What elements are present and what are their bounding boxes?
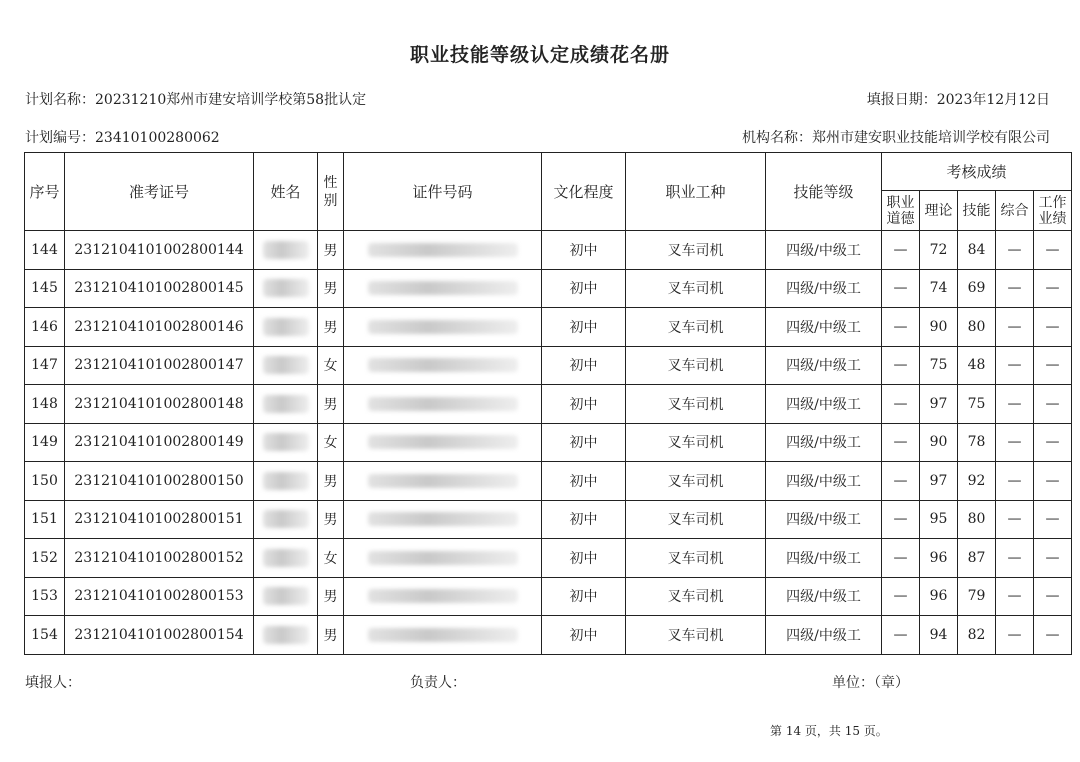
cell-occupation: 叉车司机 xyxy=(626,423,766,462)
redacted-id-number xyxy=(368,512,518,526)
header-id-no: 证件号码 xyxy=(344,153,542,231)
table-row xyxy=(25,385,1072,424)
cell-education: 初中 xyxy=(542,231,626,270)
cell-exam-no: 2312104101002800152 xyxy=(65,539,254,578)
table-row xyxy=(25,346,1072,385)
cell-gender: 女 xyxy=(318,346,344,385)
cell-skill-level: 四级/中级工 xyxy=(766,346,882,385)
cell-performance: — xyxy=(1034,500,1072,539)
table-row xyxy=(25,500,1072,539)
cell-skill-level: 四级/中级工 xyxy=(766,269,882,308)
cell-exam-no: 2312104101002800151 xyxy=(65,500,254,539)
redacted-name xyxy=(263,626,309,644)
header-performance: 工作业绩 xyxy=(1034,191,1072,231)
cell-gender: 男 xyxy=(318,269,344,308)
cell-ethics: — xyxy=(882,385,920,424)
cell-performance: — xyxy=(1034,462,1072,501)
cell-skill: 80 xyxy=(958,500,996,539)
cell-name xyxy=(254,269,318,308)
cell-education: 初中 xyxy=(542,423,626,462)
cell-skill-level: 四级/中级工 xyxy=(766,577,882,616)
cell-education: 初中 xyxy=(542,385,626,424)
table-row xyxy=(25,616,1072,655)
cell-education: 初中 xyxy=(542,346,626,385)
document-title: 职业技能等级认定成绩花名册 xyxy=(409,44,670,66)
redacted-name xyxy=(263,510,309,528)
redacted-id-number xyxy=(368,243,518,257)
cell-gender: 男 xyxy=(318,500,344,539)
cell-skill: 84 xyxy=(958,231,996,270)
header-overall: 综合 xyxy=(996,191,1034,231)
cell-skill-level: 四级/中级工 xyxy=(766,385,882,424)
cell-seq: 147 xyxy=(25,346,65,385)
cell-exam-no: 2312104101002800144 xyxy=(65,231,254,270)
cell-seq: 150 xyxy=(25,462,65,501)
cell-id-no xyxy=(344,539,542,578)
cell-id-no xyxy=(344,577,542,616)
cell-overall: — xyxy=(996,577,1034,616)
cell-name xyxy=(254,539,318,578)
cell-performance: — xyxy=(1034,231,1072,270)
cell-ethics: — xyxy=(882,231,920,270)
table-row xyxy=(25,462,1072,501)
cell-gender: 男 xyxy=(318,462,344,501)
cell-id-no xyxy=(344,423,542,462)
header-skill: 技能 xyxy=(958,191,996,231)
cell-performance: — xyxy=(1034,385,1072,424)
cell-education: 初中 xyxy=(542,462,626,501)
plan-number: 计划编号：23410100280062 xyxy=(25,130,220,146)
cell-education: 初中 xyxy=(542,308,626,347)
cell-name xyxy=(254,616,318,655)
cell-overall: — xyxy=(996,231,1034,270)
redacted-name xyxy=(263,279,309,297)
cell-occupation: 叉车司机 xyxy=(626,539,766,578)
redacted-name xyxy=(263,433,309,451)
cell-exam-no: 2312104101002800146 xyxy=(65,308,254,347)
cell-name xyxy=(254,423,318,462)
redacted-name xyxy=(263,587,309,605)
cell-exam-no: 2312104101002800149 xyxy=(65,423,254,462)
cell-occupation: 叉车司机 xyxy=(626,308,766,347)
cell-skill: 69 xyxy=(958,269,996,308)
cell-skill-level: 四级/中级工 xyxy=(766,423,882,462)
redacted-name xyxy=(263,241,309,259)
cell-ethics: — xyxy=(882,462,920,501)
cell-overall: — xyxy=(996,346,1034,385)
cell-exam-no: 2312104101002800153 xyxy=(65,577,254,616)
cell-performance: — xyxy=(1034,423,1072,462)
cell-occupation: 叉车司机 xyxy=(626,346,766,385)
cell-id-no xyxy=(344,231,542,270)
cell-theory: 97 xyxy=(920,462,958,501)
cell-gender: 男 xyxy=(318,577,344,616)
header-scores-group: 考核成绩 xyxy=(882,153,1072,191)
header-occupation: 职业工种 xyxy=(626,153,766,231)
redacted-id-number xyxy=(368,589,518,603)
page-indicator: 第 14 页，共 15 页。 xyxy=(770,724,888,738)
cell-name xyxy=(254,385,318,424)
plan-name: 计划名称：20231210郑州市建安培训学校第58批认定 xyxy=(25,92,367,108)
header-education: 文化程度 xyxy=(542,153,626,231)
cell-id-no xyxy=(344,500,542,539)
cell-occupation: 叉车司机 xyxy=(626,462,766,501)
footer-unit: 单位：（章） xyxy=(832,675,909,691)
header-name: 姓名 xyxy=(254,153,318,231)
score-table xyxy=(24,152,1072,655)
cell-id-no xyxy=(344,462,542,501)
cell-overall: — xyxy=(996,539,1034,578)
cell-theory: 75 xyxy=(920,346,958,385)
cell-performance: — xyxy=(1034,346,1072,385)
cell-name xyxy=(254,500,318,539)
header-ethics: 职业道德 xyxy=(882,191,920,231)
header-theory: 理论 xyxy=(920,191,958,231)
cell-overall: — xyxy=(996,385,1034,424)
redacted-id-number xyxy=(368,551,518,565)
table-row xyxy=(25,577,1072,616)
cell-name xyxy=(254,346,318,385)
cell-seq: 152 xyxy=(25,539,65,578)
header-skill-level: 技能等级 xyxy=(766,153,882,231)
footer-responsible: 负责人： xyxy=(410,675,466,691)
redacted-name xyxy=(263,395,309,413)
table-row xyxy=(25,231,1072,270)
cell-ethics: — xyxy=(882,346,920,385)
cell-skill-level: 四级/中级工 xyxy=(766,462,882,501)
redacted-id-number xyxy=(368,397,518,411)
cell-gender: 女 xyxy=(318,539,344,578)
cell-gender: 男 xyxy=(318,308,344,347)
cell-skill-level: 四级/中级工 xyxy=(766,539,882,578)
cell-theory: 94 xyxy=(920,616,958,655)
cell-performance: — xyxy=(1034,269,1072,308)
table-row xyxy=(25,539,1072,578)
cell-seq: 144 xyxy=(25,231,65,270)
cell-gender: 女 xyxy=(318,423,344,462)
cell-theory: 74 xyxy=(920,269,958,308)
cell-overall: — xyxy=(996,423,1034,462)
cell-id-no xyxy=(344,385,542,424)
cell-performance: — xyxy=(1034,577,1072,616)
cell-skill: 78 xyxy=(958,423,996,462)
cell-gender: 男 xyxy=(318,616,344,655)
cell-occupation: 叉车司机 xyxy=(626,269,766,308)
header-gender: 性别 xyxy=(318,153,344,231)
cell-performance: — xyxy=(1034,616,1072,655)
cell-occupation: 叉车司机 xyxy=(626,577,766,616)
cell-theory: 96 xyxy=(920,539,958,578)
redacted-name xyxy=(263,472,309,490)
cell-seq: 145 xyxy=(25,269,65,308)
redacted-name xyxy=(263,318,309,336)
cell-id-no xyxy=(344,269,542,308)
cell-skill: 87 xyxy=(958,539,996,578)
redacted-id-number xyxy=(368,628,518,642)
redacted-id-number xyxy=(368,320,518,334)
cell-skill: 82 xyxy=(958,616,996,655)
cell-ethics: — xyxy=(882,616,920,655)
cell-skill: 75 xyxy=(958,385,996,424)
cell-id-no xyxy=(344,346,542,385)
cell-ethics: — xyxy=(882,539,920,578)
cell-overall: — xyxy=(996,269,1034,308)
cell-name xyxy=(254,231,318,270)
cell-occupation: 叉车司机 xyxy=(626,231,766,270)
cell-skill: 79 xyxy=(958,577,996,616)
cell-name xyxy=(254,577,318,616)
cell-education: 初中 xyxy=(542,577,626,616)
cell-theory: 72 xyxy=(920,231,958,270)
cell-ethics: — xyxy=(882,269,920,308)
cell-performance: — xyxy=(1034,308,1072,347)
cell-ethics: — xyxy=(882,423,920,462)
cell-skill: 92 xyxy=(958,462,996,501)
cell-education: 初中 xyxy=(542,500,626,539)
cell-id-no xyxy=(344,308,542,347)
cell-exam-no: 2312104101002800150 xyxy=(65,462,254,501)
fill-date: 填报日期：2023年12月12日 xyxy=(866,92,1050,108)
cell-seq: 151 xyxy=(25,500,65,539)
cell-overall: — xyxy=(996,462,1034,501)
cell-theory: 90 xyxy=(920,308,958,347)
cell-skill: 80 xyxy=(958,308,996,347)
cell-skill: 48 xyxy=(958,346,996,385)
header-exam-no: 准考证号 xyxy=(65,153,254,231)
table-row xyxy=(25,269,1072,308)
redacted-id-number xyxy=(368,435,518,449)
cell-ethics: — xyxy=(882,577,920,616)
cell-seq: 153 xyxy=(25,577,65,616)
cell-theory: 97 xyxy=(920,385,958,424)
cell-performance: — xyxy=(1034,539,1072,578)
cell-seq: 148 xyxy=(25,385,65,424)
cell-gender: 男 xyxy=(318,385,344,424)
cell-seq: 146 xyxy=(25,308,65,347)
cell-occupation: 叉车司机 xyxy=(626,500,766,539)
cell-education: 初中 xyxy=(542,616,626,655)
cell-exam-no: 2312104101002800148 xyxy=(65,385,254,424)
table-row xyxy=(25,308,1072,347)
redacted-name xyxy=(263,356,309,374)
cell-skill-level: 四级/中级工 xyxy=(766,308,882,347)
redacted-id-number xyxy=(368,358,518,372)
cell-exam-no: 2312104101002800147 xyxy=(65,346,254,385)
redacted-id-number xyxy=(368,281,518,295)
cell-education: 初中 xyxy=(542,539,626,578)
cell-overall: — xyxy=(996,616,1034,655)
cell-id-no xyxy=(344,616,542,655)
cell-theory: 90 xyxy=(920,423,958,462)
cell-skill-level: 四级/中级工 xyxy=(766,500,882,539)
cell-ethics: — xyxy=(882,500,920,539)
redacted-name xyxy=(263,549,309,567)
cell-occupation: 叉车司机 xyxy=(626,616,766,655)
cell-ethics: — xyxy=(882,308,920,347)
cell-skill-level: 四级/中级工 xyxy=(766,616,882,655)
cell-overall: — xyxy=(996,500,1034,539)
redacted-id-number xyxy=(368,474,518,488)
cell-theory: 96 xyxy=(920,577,958,616)
cell-theory: 95 xyxy=(920,500,958,539)
cell-overall: — xyxy=(996,308,1034,347)
header-seq: 序号 xyxy=(25,153,65,231)
cell-exam-no: 2312104101002800154 xyxy=(65,616,254,655)
cell-education: 初中 xyxy=(542,269,626,308)
cell-gender: 男 xyxy=(318,231,344,270)
cell-seq: 149 xyxy=(25,423,65,462)
footer-filler: 填报人： xyxy=(25,675,81,691)
cell-occupation: 叉车司机 xyxy=(626,385,766,424)
cell-seq: 154 xyxy=(25,616,65,655)
table-row xyxy=(25,423,1072,462)
cell-exam-no: 2312104101002800145 xyxy=(65,269,254,308)
org-name: 机构名称：郑州市建安职业技能培训学校有限公司 xyxy=(742,130,1050,146)
cell-skill-level: 四级/中级工 xyxy=(766,231,882,270)
cell-name xyxy=(254,308,318,347)
cell-name xyxy=(254,462,318,501)
